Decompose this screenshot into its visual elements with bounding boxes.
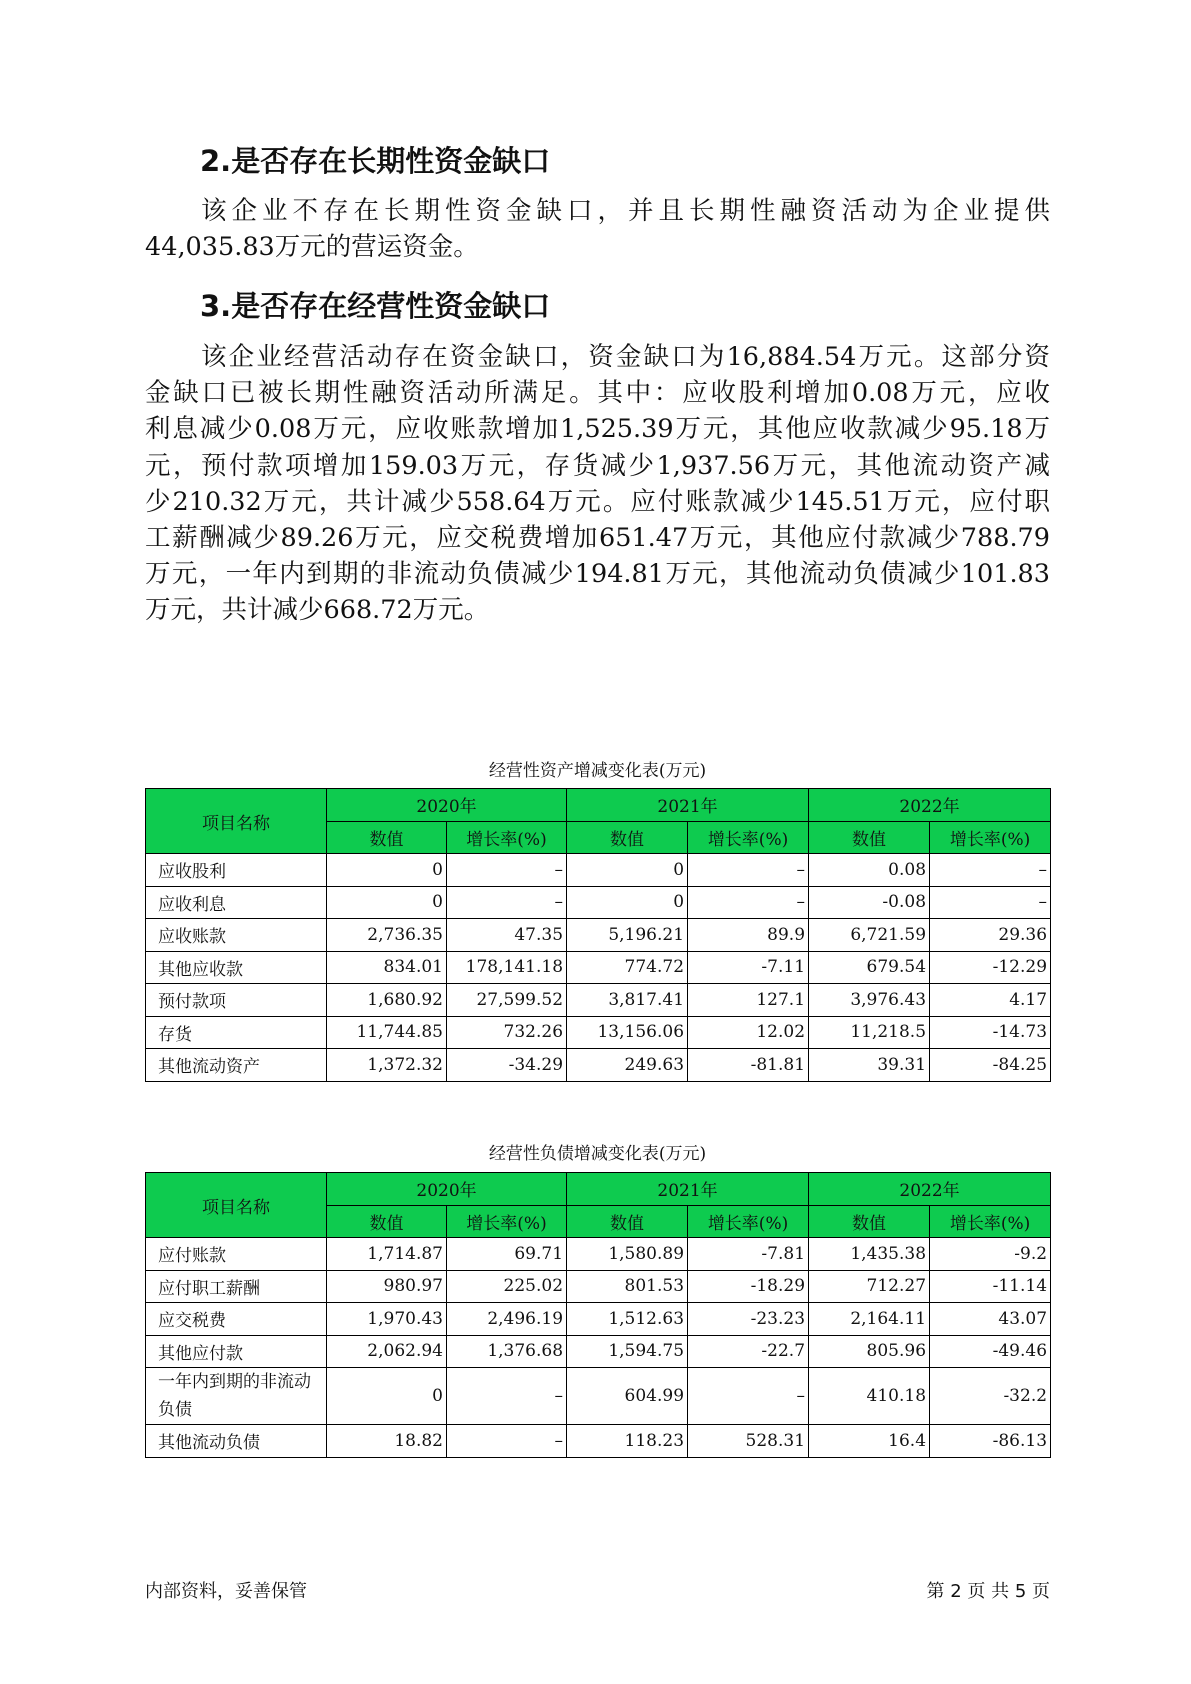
- header-year: 2021年: [567, 789, 809, 822]
- header-growth-rate: 增长率(%): [447, 1205, 567, 1238]
- header-year: 2022年: [809, 789, 1051, 822]
- cell-value: 1,435.38: [809, 1238, 930, 1271]
- cell-growth-rate: –: [447, 854, 567, 887]
- section-title-operating-gap: 3.是否存在经营性资金缺口: [200, 289, 551, 323]
- liabilities-change-table: [145, 1172, 1051, 1458]
- cell-growth-rate: -23.23: [688, 1303, 809, 1336]
- paragraph-line: 万元，共计减少668.72万元。: [145, 595, 490, 626]
- cell-value: 805.96: [809, 1335, 930, 1368]
- table-row: [146, 1303, 1051, 1336]
- cell-value: 1,970.43: [327, 1303, 447, 1336]
- row-item-name: 一年内到期的非流动负债: [146, 1368, 327, 1425]
- footer-page-number: 第 2 页 共 5 页: [926, 1581, 1050, 1602]
- cell-growth-rate: –: [930, 886, 1051, 919]
- cell-value: 2,062.94: [327, 1335, 447, 1368]
- paragraph-operating-gap: [145, 339, 1050, 629]
- paragraph-line: 该企业不存在长期性资金缺口，并且长期性融资活动为企业提供: [201, 196, 1050, 226]
- table-row: [146, 854, 1051, 887]
- table-row: [146, 919, 1051, 952]
- header-growth-rate: 增长率(%): [930, 1205, 1051, 1238]
- cell-growth-rate: -7.11: [688, 951, 809, 984]
- cell-growth-rate: 27,599.52: [447, 984, 567, 1017]
- row-item-name: 应收账款: [146, 919, 327, 952]
- header-year: 2020年: [327, 789, 567, 822]
- cell-growth-rate: -32.2: [930, 1368, 1051, 1425]
- cell-value: 3,817.41: [567, 984, 688, 1017]
- paragraph-line: 金缺口已被长期性融资活动所满足。其中：应收股利增加0.08万元，应收: [145, 378, 1050, 409]
- row-item-name: 其他应收款: [146, 951, 327, 984]
- cell-value: 0: [327, 886, 447, 919]
- cell-value: 834.01: [327, 951, 447, 984]
- cell-growth-rate: -11.14: [930, 1270, 1051, 1303]
- row-item-name: 预付款项: [146, 984, 327, 1017]
- cell-growth-rate: –: [930, 854, 1051, 887]
- cell-value: 5,196.21: [567, 919, 688, 952]
- row-item-name: 应收利息: [146, 886, 327, 919]
- cell-growth-rate: -12.29: [930, 951, 1051, 984]
- header-item-name: 项目名称: [146, 789, 327, 854]
- cell-growth-rate: 178,141.18: [447, 951, 567, 984]
- paragraph-line: 该企业经营活动存在资金缺口，资金缺口为16,884.54万元。这部分资: [201, 342, 1050, 372]
- table-row: [146, 1049, 1051, 1082]
- cell-growth-rate: -7.81: [688, 1238, 809, 1271]
- table-row: [146, 1016, 1051, 1049]
- cell-growth-rate: -81.81: [688, 1049, 809, 1082]
- table-row: [146, 1425, 1051, 1458]
- header-value: 数值: [327, 821, 447, 854]
- header-value: 数值: [567, 1205, 688, 1238]
- cell-growth-rate: -9.2: [930, 1238, 1051, 1271]
- row-item-name: 其他流动负债: [146, 1425, 327, 1458]
- header-value: 数值: [567, 821, 688, 854]
- paragraph-long-term-gap: [145, 193, 1050, 265]
- cell-value: 1,372.32: [327, 1049, 447, 1082]
- cell-growth-rate: 12.02: [688, 1016, 809, 1049]
- cell-value: 410.18: [809, 1368, 930, 1425]
- table-row: [146, 886, 1051, 919]
- cell-growth-rate: 89.9: [688, 919, 809, 952]
- cell-value: 0: [327, 1368, 447, 1425]
- cell-value: 1,580.89: [567, 1238, 688, 1271]
- table-caption-liabilities: 经营性负债增减变化表(万元): [488, 1144, 707, 1164]
- cell-growth-rate: 47.35: [447, 919, 567, 952]
- cell-growth-rate: –: [688, 886, 809, 919]
- cell-growth-rate: 225.02: [447, 1270, 567, 1303]
- cell-value: 11,218.5: [809, 1016, 930, 1049]
- cell-value: 0: [327, 854, 447, 887]
- header-growth-rate: 增长率(%): [688, 1205, 809, 1238]
- cell-value: 1,680.92: [327, 984, 447, 1017]
- header-item-name: 项目名称: [146, 1173, 327, 1238]
- row-item-name: 应付职工薪酬: [146, 1270, 327, 1303]
- cell-value: 801.53: [567, 1270, 688, 1303]
- cell-growth-rate: 2,496.19: [447, 1303, 567, 1336]
- cell-value: 249.63: [567, 1049, 688, 1082]
- paragraph-line: 工薪酬减少89.26万元，应交税费增加651.47万元，其他应付款减少788.79: [145, 522, 1050, 553]
- row-item-name: 应付账款: [146, 1238, 327, 1271]
- header-value: 数值: [809, 1205, 930, 1238]
- cell-growth-rate: –: [688, 854, 809, 887]
- header-growth-rate: 增长率(%): [688, 821, 809, 854]
- table-row: [146, 1368, 1051, 1425]
- cell-value: 2,164.11: [809, 1303, 930, 1336]
- header-growth-rate: 增长率(%): [447, 821, 567, 854]
- cell-growth-rate: –: [447, 1425, 567, 1458]
- section-title-long-term-gap: 2.是否存在长期性资金缺口: [200, 144, 551, 178]
- row-item-name: 其他应付款: [146, 1335, 327, 1368]
- cell-value: 3,976.43: [809, 984, 930, 1017]
- cell-value: 712.27: [809, 1270, 930, 1303]
- paragraph-line: 少210.32万元，共计减少558.64万元。应付账款减少145.51万元，应付职: [145, 486, 1050, 517]
- cell-value: 6,721.59: [809, 919, 930, 952]
- row-item-name: 应收股利: [146, 854, 327, 887]
- header-year: 2020年: [327, 1173, 567, 1206]
- cell-growth-rate: –: [447, 1368, 567, 1425]
- cell-value: 1,512.63: [567, 1303, 688, 1336]
- cell-value: 1,714.87: [327, 1238, 447, 1271]
- row-item-name: 存货: [146, 1016, 327, 1049]
- assets-change-table: [145, 788, 1051, 1082]
- footer-confidential-note: 内部资料，妥善保管: [145, 1581, 307, 1602]
- header-year: 2021年: [567, 1173, 809, 1206]
- cell-value: 604.99: [567, 1368, 688, 1425]
- table-row: [146, 1270, 1051, 1303]
- cell-value: 1,594.75: [567, 1335, 688, 1368]
- cell-value: 679.54: [809, 951, 930, 984]
- cell-value: 11,744.85: [327, 1016, 447, 1049]
- cell-growth-rate: -18.29: [688, 1270, 809, 1303]
- cell-growth-rate: 4.17: [930, 984, 1051, 1017]
- cell-growth-rate: –: [688, 1368, 809, 1425]
- header-year: 2022年: [809, 1173, 1051, 1206]
- cell-growth-rate: 732.26: [447, 1016, 567, 1049]
- cell-value: 774.72: [567, 951, 688, 984]
- paragraph-line: 44,035.83万元的营运资金。: [145, 232, 479, 263]
- cell-growth-rate: -49.46: [930, 1335, 1051, 1368]
- cell-growth-rate: -34.29: [447, 1049, 567, 1082]
- table-row: [146, 984, 1051, 1017]
- header-value: 数值: [327, 1205, 447, 1238]
- table-row: [146, 1335, 1051, 1368]
- paragraph-line: 元，预付款项增加159.03万元，存货减少1,937.56万元，其他流动资产减: [145, 450, 1050, 481]
- paragraph-line: 万元，一年内到期的非流动负债减少194.81万元，其他流动负债减少101.83: [145, 559, 1050, 590]
- header-value: 数值: [809, 821, 930, 854]
- cell-growth-rate: –: [447, 886, 567, 919]
- cell-growth-rate: -22.7: [688, 1335, 809, 1368]
- table-caption-assets: 经营性资产增减变化表(万元): [488, 761, 707, 781]
- cell-growth-rate: -14.73: [930, 1016, 1051, 1049]
- cell-growth-rate: 69.71: [447, 1238, 567, 1271]
- cell-growth-rate: 29.36: [930, 919, 1051, 952]
- cell-growth-rate: 127.1: [688, 984, 809, 1017]
- cell-value: 118.23: [567, 1425, 688, 1458]
- cell-value: 39.31: [809, 1049, 930, 1082]
- cell-value: 980.97: [327, 1270, 447, 1303]
- table-row: [146, 1238, 1051, 1271]
- cell-value: 13,156.06: [567, 1016, 688, 1049]
- row-item-name: 应交税费: [146, 1303, 327, 1336]
- cell-growth-rate: 528.31: [688, 1425, 809, 1458]
- row-item-name: 其他流动资产: [146, 1049, 327, 1082]
- cell-value: 18.82: [327, 1425, 447, 1458]
- paragraph-line: 利息减少0.08万元，应收账款增加1,525.39万元，其他应收款减少95.18万: [145, 414, 1050, 445]
- cell-growth-rate: 1,376.68: [447, 1335, 567, 1368]
- cell-value: 2,736.35: [327, 919, 447, 952]
- cell-value: 0: [567, 886, 688, 919]
- cell-value: -0.08: [809, 886, 930, 919]
- cell-growth-rate: 43.07: [930, 1303, 1051, 1336]
- cell-growth-rate: -84.25: [930, 1049, 1051, 1082]
- cell-growth-rate: -86.13: [930, 1425, 1051, 1458]
- cell-value: 0: [567, 854, 688, 887]
- cell-value: 0.08: [809, 854, 930, 887]
- cell-value: 16.4: [809, 1425, 930, 1458]
- header-growth-rate: 增长率(%): [930, 821, 1051, 854]
- table-row: [146, 951, 1051, 984]
